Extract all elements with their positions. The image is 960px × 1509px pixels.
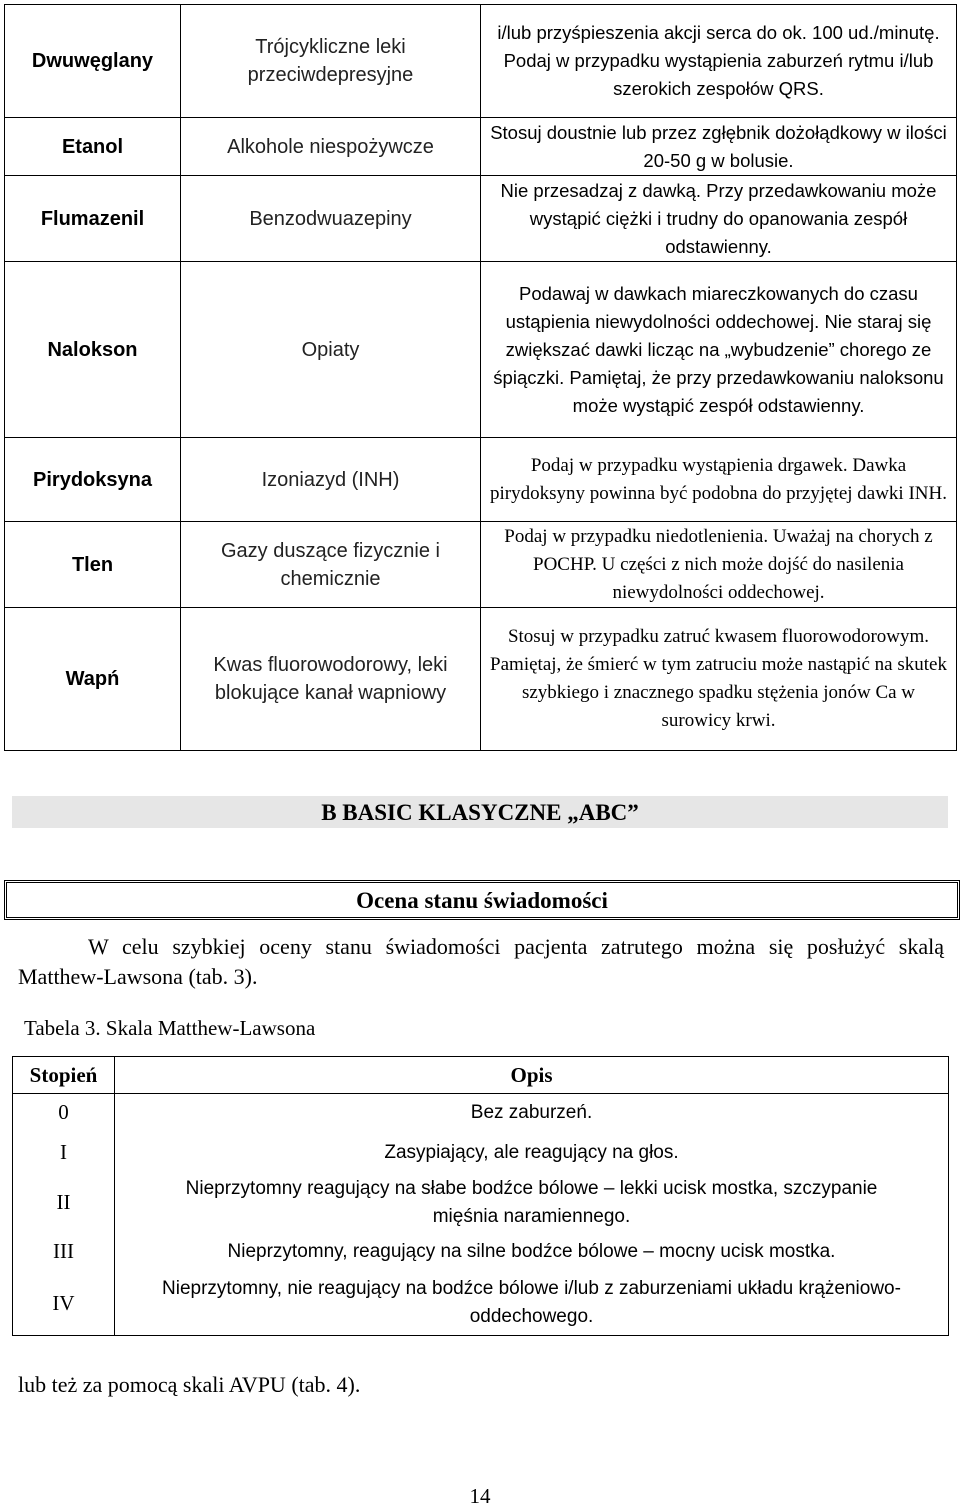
poison-name: Benzodwuazepiny: [181, 176, 481, 262]
antidote-row: [5, 438, 957, 522]
antidote-notes: Nie przesadzaj z dawką. Przy przedawkowaniu może wystąpić ciężki i trudny do opanowania zespół odstawienny.: [481, 176, 957, 262]
antidote-row: [5, 5, 957, 118]
antidote-name: Wapń: [5, 608, 181, 751]
antidote-row: [5, 608, 957, 751]
table-row: [13, 1174, 949, 1232]
degree-cell: II: [13, 1174, 115, 1232]
header-description: Opis: [115, 1057, 949, 1094]
table-caption: Tabela 3. Skala Matthew-Lawsona: [24, 1016, 316, 1040]
degree-cell: III: [13, 1232, 115, 1272]
poison-name: Alkohole niespożywcze: [181, 118, 481, 176]
matthew-lawson-table: [12, 1056, 949, 1336]
antidote-notes: Stosuj w przypadku zatruć kwasem fluorowodorowym. Pamiętaj, że śmierć w tym zatruciu może nastąpić na skutek szybkiego i znacznego spadku stężenia jonów Ca w surowicy krwi.: [481, 608, 957, 751]
antidote-notes: Stosuj doustnie lub przez zgłębnik dożołądkowy w ilości 20-50 g w bolusie.: [481, 118, 957, 176]
degree-cell: I: [13, 1132, 115, 1174]
page-number: 14: [469, 1484, 491, 1508]
antidote-name: Etanol: [5, 118, 181, 176]
description-cell: Zasypiający, ale reagujący na głos.: [115, 1132, 949, 1174]
table-row: [13, 1094, 949, 1132]
table-row: [13, 1232, 949, 1272]
antidote-notes: Podaj w przypadku niedotlenienia. Uważaj na chorych z POCHP. U części z nich może dojść do nasilenia niewydolności oddechowej.: [481, 522, 957, 608]
closing-text: lub też za pomocą skali AVPU (tab. 4).: [18, 1372, 361, 1397]
intro-paragraph: W celu szybkiej oceny stanu świadomości pacjenta zatrutego można się posłużyć skalą Matthew-Lawsona (tab. 3).: [18, 934, 944, 989]
description-cell: Nieprzytomny reagujący na słabe bodźce bólowe – lekki ucisk mostka, szczypanie mięśnia naramiennego.: [115, 1174, 949, 1232]
antidote-table: [4, 4, 957, 751]
antidote-notes: i/lub przyśpieszenia akcji serca do ok. 100 ud./minutę. Podaj w przypadku wystąpienia zaburzeń rytmu i/lub szerokich zespołów QRS.: [481, 5, 957, 118]
description-cell: Nieprzytomny, nie reagujący na bodźce bólowe i/lub z zaburzeniami układu krążeniowo-oddechowego.: [115, 1272, 949, 1336]
table-header-row: [13, 1057, 949, 1094]
poison-name: Trójcykliczne leki przeciwdepresyjne: [181, 5, 481, 118]
poison-name: Gazy duszące fizycznie i chemicznie: [181, 522, 481, 608]
antidote-row: [5, 176, 957, 262]
antidote-name: Pirydoksyna: [5, 438, 181, 522]
subsection-title: Ocena stanu świadomości: [4, 880, 960, 920]
antidote-name: Flumazenil: [5, 176, 181, 262]
antidote-name: Nalokson: [5, 262, 181, 438]
antidote-row: [5, 522, 957, 608]
section-banner: B BASIC KLASYCZNE „ABC”: [12, 796, 948, 828]
antidote-name: Tlen: [5, 522, 181, 608]
antidote-row: [5, 262, 957, 438]
antidote-notes: Podaj w przypadku wystąpienia drgawek. Dawka pirydoksyny powinna być podobna do przyjętej dawki INH.: [481, 438, 957, 522]
poison-name: Opiaty: [181, 262, 481, 438]
description-cell: Bez zaburzeń.: [115, 1094, 949, 1132]
poison-name: Kwas fluorowodorowy, leki blokujące kanał wapniowy: [181, 608, 481, 751]
description-cell: Nieprzytomny, reagujący na silne bodźce bólowe – mocny ucisk mostka.: [115, 1232, 949, 1272]
header-degree: Stopień: [13, 1057, 115, 1094]
poison-name: Izoniazyd (INH): [181, 438, 481, 522]
antidote-row: [5, 118, 957, 176]
degree-cell: 0: [13, 1094, 115, 1132]
degree-cell: IV: [13, 1272, 115, 1336]
antidote-name: Dwuwęglany: [5, 5, 181, 118]
antidote-notes: Podawaj w dawkach miareczkowanych do czasu ustąpienia niewydolności oddechowej. Nie staraj się zwiększać dawki licząc na „wybudzenie” chorego ze śpiączki. Pamiętaj, że przy przedawkowaniu naloksonu może wystąpić zespół odstawienny.: [481, 262, 957, 438]
table-row: [13, 1272, 949, 1336]
table-row: [13, 1132, 949, 1174]
